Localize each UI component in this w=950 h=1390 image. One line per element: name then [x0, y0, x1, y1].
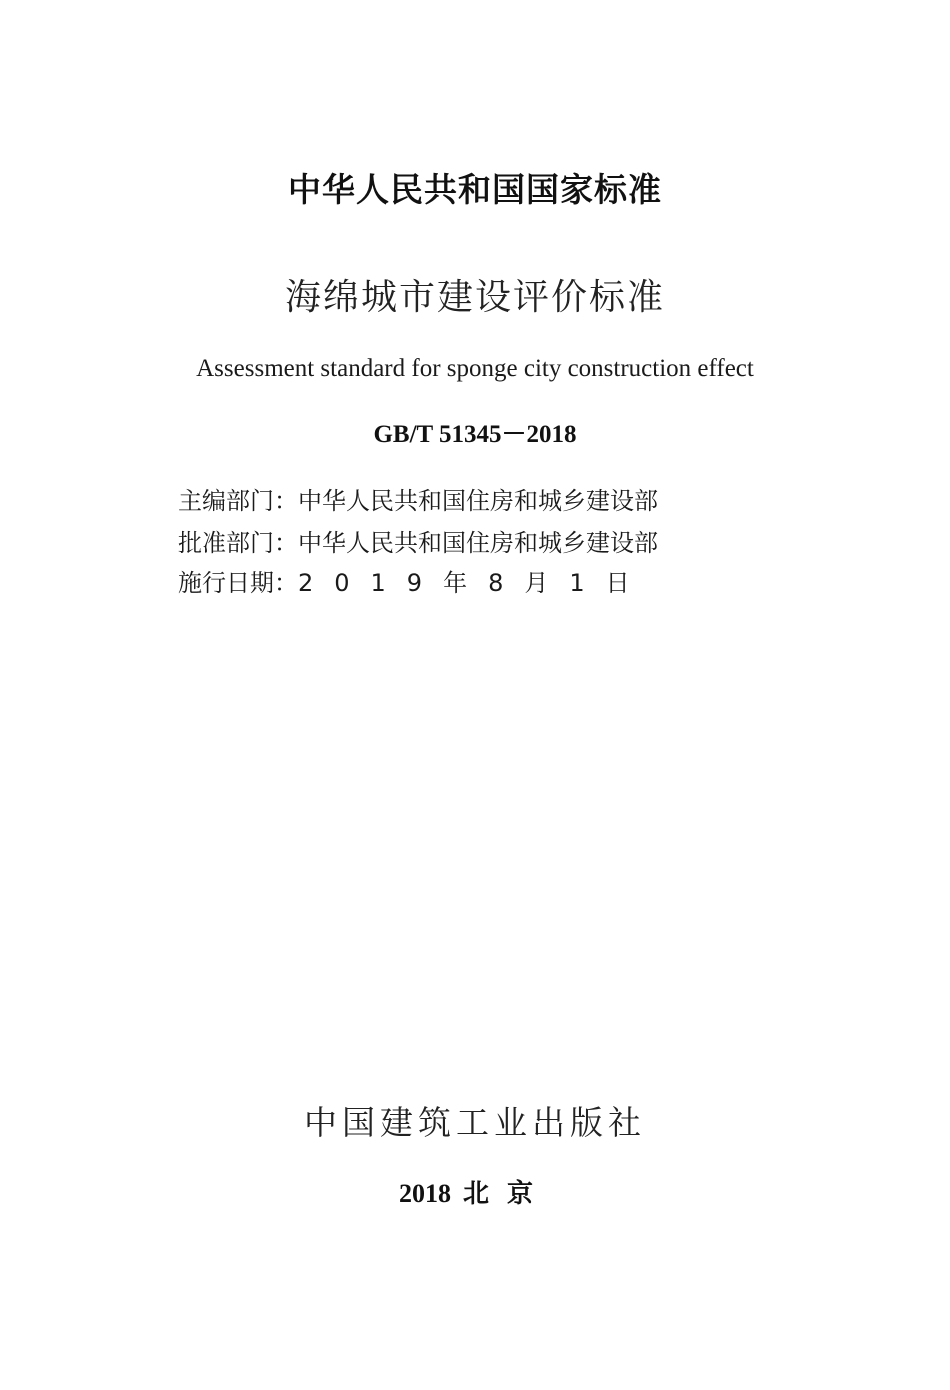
imprint-year: 2018	[398, 1179, 451, 1208]
approval-department-row	[178, 526, 658, 560]
effective-date-value: 2019年8月1日	[298, 569, 651, 597]
effective-date-label: 施行日期：	[178, 569, 298, 597]
imprint-city: 北京	[462, 1179, 551, 1208]
document-title-english: Assessment standard for sponge city construction effect	[196, 355, 754, 382]
approval-department-value: 中华人民共和国住房和城乡建设部	[298, 529, 658, 557]
standard-number: GB/T 51345－2018	[373, 421, 577, 448]
editor-department-row	[178, 484, 658, 518]
document-title-chinese: 海绵城市建设评价标准	[284, 277, 665, 318]
editor-department-label: 主编部门：	[178, 487, 298, 515]
imprint-line	[0, 1176, 950, 1212]
effective-date-row	[178, 566, 651, 600]
approval-department-label: 批准部门：	[178, 529, 298, 557]
national-standard-heading: 中华人民共和国国家标准	[288, 170, 662, 209]
editor-department-value: 中华人民共和国住房和城乡建设部	[298, 487, 658, 515]
publisher-name: 中国建筑工业出版社	[304, 1103, 646, 1142]
